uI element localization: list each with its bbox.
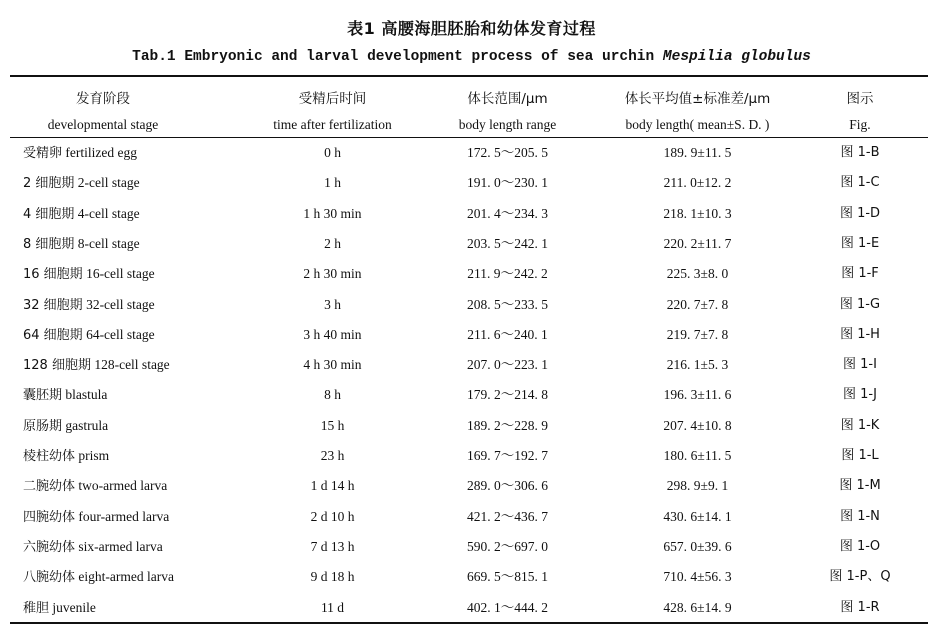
header-time-en: time after fertilization — [273, 117, 392, 132]
cell-range: 421. 2～436. 7 — [467, 508, 548, 524]
stage-cn: 稚胆 — [23, 600, 50, 616]
cell-range: 179. 2～214. 8 — [467, 387, 548, 403]
cell-time: 0 h — [324, 145, 341, 160]
cell-time: 1 h 30 min — [303, 205, 362, 221]
cell-fig: 图 1-K — [840, 417, 880, 433]
cell-range: 189. 2～228. 9 — [467, 417, 548, 433]
table-title-english — [0, 49, 943, 65]
table-row — [0, 411, 943, 441]
stage-en: 32-cell stage — [86, 296, 155, 312]
stage-en: 16-cell stage — [86, 266, 155, 282]
cell-range: 191. 0～230. 1 — [467, 175, 548, 191]
table-row — [0, 350, 943, 380]
stage-en: 8-cell stage — [77, 235, 140, 251]
cell-fig: 图 1-N — [840, 508, 880, 524]
cell-fig: 图 1-J — [843, 387, 877, 403]
cell-mean: 657. 0±39. 6 — [663, 538, 732, 554]
cell-stage — [23, 411, 108, 442]
header-fig-en: Fig. — [849, 117, 871, 132]
cell-time: 2 d 10 h — [310, 508, 355, 524]
table-row — [0, 380, 943, 410]
cell-mean: 219. 7±7. 8 — [666, 326, 729, 342]
cell-fig: 图 1-H — [840, 326, 880, 342]
stage-cn: 64 细胞期 — [23, 327, 83, 343]
stage-en: 128-cell stage — [94, 357, 170, 373]
stage-cn: 32 细胞期 — [23, 297, 83, 313]
cell-fig: 图 1-B — [840, 145, 880, 160]
cell-range: 669. 5～815. 1 — [467, 569, 548, 585]
cell-stage — [23, 502, 169, 533]
header-range-cn: 体长范围/μm — [467, 91, 548, 107]
cell-range: 211. 6～240. 1 — [467, 326, 548, 342]
cell-stage — [23, 562, 174, 593]
cell-mean: 225. 3±8. 0 — [666, 266, 729, 282]
cell-range: 402. 1～444. 2 — [467, 599, 548, 615]
stage-en: juvenile — [52, 599, 96, 615]
table-row — [0, 471, 943, 501]
header-time-cn: 受精后时间 — [298, 91, 367, 107]
cell-range: 203. 5～242. 1 — [467, 235, 548, 251]
cell-mean: 207. 4±10. 8 — [663, 417, 732, 433]
table-bottom-rule — [10, 622, 928, 624]
header-fig-cn: 图示 — [846, 91, 874, 107]
stage-cn: 棱柱幼体 — [23, 449, 76, 464]
cell-mean: 211. 0±12. 2 — [663, 175, 732, 191]
cell-range: 201. 4～234. 3 — [467, 205, 548, 221]
stage-cn: 八腕幼体 — [23, 570, 76, 586]
cell-mean: 189. 9±11. 5 — [663, 145, 732, 160]
cell-time: 2 h — [324, 235, 341, 251]
cell-time: 15 h — [320, 417, 345, 433]
table-row — [0, 532, 943, 562]
cell-stage — [23, 471, 167, 502]
table-row — [0, 229, 943, 259]
cell-fig: 图 1-E — [840, 235, 880, 251]
stage-cn: 128 细胞期 — [23, 358, 91, 374]
stage-cn: 二腕幼体 — [23, 479, 76, 495]
table-row — [0, 199, 943, 229]
cell-fig: 图 1-O — [839, 538, 881, 554]
cell-fig: 图 1-G — [839, 296, 881, 312]
header-mean-cn: 体长平均值±标准差/μm — [624, 91, 771, 107]
cell-range: 208. 5～233. 5 — [467, 296, 548, 312]
stage-cn: 原肠期 — [23, 418, 63, 434]
cell-stage — [23, 532, 163, 563]
cell-range: 172. 5～205. 5 — [467, 145, 548, 160]
table-top-rule — [10, 75, 928, 77]
cell-range: 590. 2～697. 0 — [467, 538, 548, 554]
cell-stage — [23, 199, 140, 230]
header-time — [240, 86, 425, 138]
cell-time: 1 h — [324, 175, 341, 191]
table-row — [0, 290, 943, 320]
cell-stage — [23, 168, 140, 199]
header-stage-cn: 发育阶段 — [76, 91, 130, 107]
stage-cn: 2 细胞期 — [23, 176, 75, 192]
stage-en: prism — [78, 448, 110, 463]
table-row — [0, 168, 943, 198]
cell-fig: 图 1-I — [843, 357, 877, 373]
stage-en: 64-cell stage — [86, 326, 155, 342]
stage-cn: 4 细胞期 — [23, 206, 75, 222]
header-fig — [805, 86, 915, 138]
stage-en: 4-cell stage — [77, 205, 140, 221]
cell-fig: 图 1-R — [840, 599, 880, 615]
stage-cn: 8 细胞期 — [23, 236, 75, 252]
stage-en: four-armed larva — [78, 508, 170, 524]
cell-time: 3 h — [324, 296, 341, 312]
cell-stage — [23, 229, 140, 260]
stage-cn: 四腕幼体 — [23, 509, 76, 525]
header-range — [435, 86, 580, 138]
cell-time: 23 h — [320, 448, 345, 463]
cell-mean: 216. 1±5. 3 — [666, 357, 729, 373]
header-mean — [590, 86, 805, 138]
species-name: Mespilia globulus — [662, 49, 811, 65]
table-row — [0, 441, 943, 471]
cell-stage — [23, 320, 155, 351]
stage-cn: 受精卵 — [23, 146, 63, 161]
header-range-en: body length range — [458, 117, 557, 132]
cell-mean: 428. 6±14. 9 — [663, 599, 732, 615]
cell-time: 2 h 30 min — [303, 266, 362, 282]
cell-fig: 图 1-F — [841, 266, 879, 282]
cell-mean: 220. 7±7. 8 — [666, 296, 729, 312]
cell-range: 289. 0～306. 6 — [467, 478, 548, 494]
header-mean-en: body length( mean±S. D. ) — [625, 117, 770, 132]
title-english-prefix: Tab.1 Embryonic and larval development process of sea urchin — [132, 49, 663, 65]
cell-time: 4 h 30 min — [303, 357, 362, 373]
cell-mean: 710. 4±56. 3 — [663, 569, 732, 585]
cell-time: 11 d — [320, 599, 345, 615]
table-title-chinese: 表1 高腰海胆胚胎和幼体发育过程 — [347, 19, 596, 38]
stage-en: eight-armed larva — [78, 569, 174, 585]
stage-cn: 囊胚期 — [23, 388, 63, 404]
header-stage — [23, 86, 183, 138]
cell-stage — [23, 138, 137, 169]
cell-stage — [23, 441, 109, 472]
cell-fig: 图 1-L — [841, 448, 879, 463]
stage-en: gastrula — [65, 417, 109, 433]
stage-en: blastula — [65, 387, 108, 403]
cell-stage — [23, 350, 170, 381]
cell-fig: 图 1-P、Q — [829, 569, 891, 585]
cell-stage — [23, 380, 107, 411]
cell-mean: 196. 3±11. 6 — [663, 387, 732, 403]
cell-time: 9 d 18 h — [310, 569, 355, 585]
cell-range: 169. 7～192. 7 — [467, 448, 548, 463]
table-row — [0, 502, 943, 532]
cell-mean: 218. 1±10. 3 — [663, 205, 732, 221]
cell-stage — [23, 259, 155, 290]
stage-en: fertilized egg — [65, 145, 137, 160]
cell-time: 3 h 40 min — [303, 326, 362, 342]
cell-stage — [23, 290, 155, 321]
stage-en: six-armed larva — [78, 538, 163, 554]
cell-time: 7 d 13 h — [310, 538, 355, 554]
stage-cn: 16 细胞期 — [23, 267, 83, 283]
cell-mean: 298. 9±9. 1 — [666, 478, 729, 494]
stage-en: 2-cell stage — [77, 175, 140, 191]
table-row — [0, 320, 943, 350]
cell-time: 1 d 14 h — [310, 478, 355, 494]
cell-mean: 180. 6±11. 5 — [663, 448, 732, 463]
cell-time: 8 h — [324, 387, 341, 403]
table-row — [0, 138, 943, 168]
table-row — [0, 259, 943, 289]
cell-fig: 图 1-M — [839, 478, 881, 494]
cell-range: 207. 0～223. 1 — [467, 357, 548, 373]
cell-mean: 220. 2±11. 7 — [663, 235, 732, 251]
cell-fig: 图 1-D — [839, 205, 881, 221]
stage-cn: 六腕幼体 — [23, 539, 76, 555]
header-stage-en: developmental stage — [47, 117, 159, 132]
stage-en: two-armed larva — [78, 478, 168, 494]
table-row — [0, 593, 943, 623]
cell-stage — [23, 593, 96, 624]
cell-mean: 430. 6±14. 1 — [663, 508, 732, 524]
cell-range: 211. 9～242. 2 — [467, 266, 548, 282]
table-row — [0, 562, 943, 592]
cell-fig: 图 1-C — [840, 175, 880, 191]
